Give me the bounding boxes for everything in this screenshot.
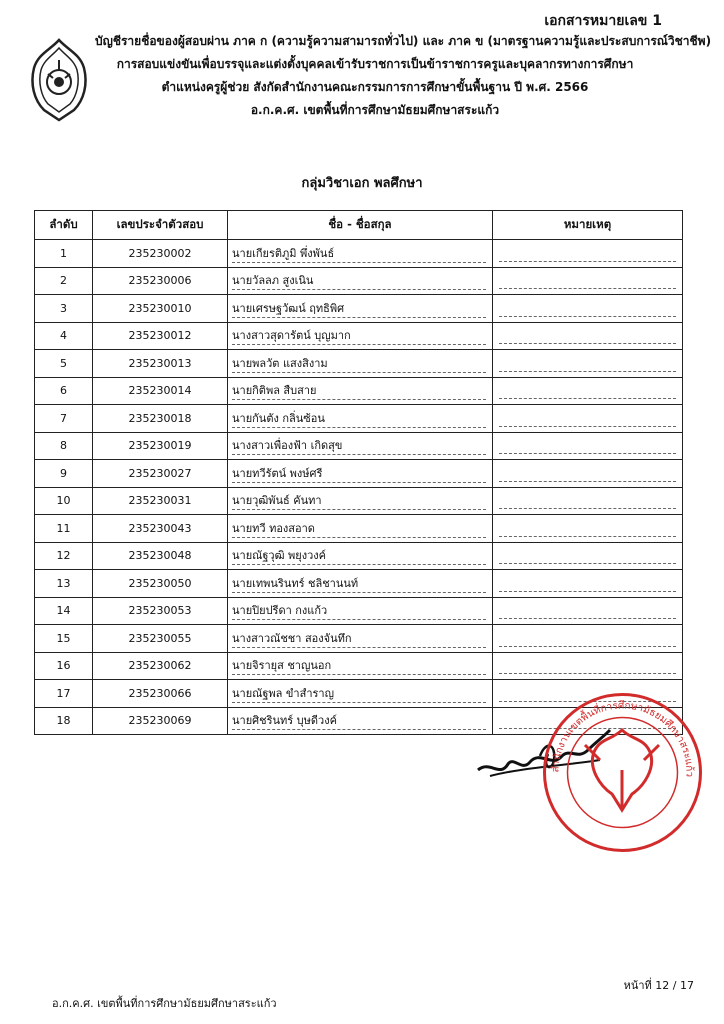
table-body bbox=[35, 240, 683, 735]
row-full-name: นายทวีรัตน์ พงษ์ศรี bbox=[228, 460, 493, 488]
row-full-name: นายวุฒิพันธ์ คันทา bbox=[228, 487, 493, 515]
table-row bbox=[35, 652, 683, 680]
row-full-name: นายศิชรินทร์ บุษดีวงค์ bbox=[228, 707, 493, 735]
row-exam-id: 235230066 bbox=[93, 680, 228, 708]
official-seal bbox=[540, 690, 705, 855]
row-remark bbox=[493, 350, 683, 378]
row-exam-id: 235230055 bbox=[93, 625, 228, 653]
row-exam-id: 235230048 bbox=[93, 542, 228, 570]
row-order: 12 bbox=[35, 542, 93, 570]
row-exam-id: 235230027 bbox=[93, 460, 228, 488]
row-full-name: นายกันตัง กลิ่นซ้อน bbox=[228, 405, 493, 433]
row-full-name: นายณัฐวุฒิ พยุงวงค์ bbox=[228, 542, 493, 570]
row-remark bbox=[493, 487, 683, 515]
table-row bbox=[35, 432, 683, 460]
candidate-table bbox=[34, 210, 683, 735]
row-exam-id: 235230050 bbox=[93, 570, 228, 598]
subject-group-title: กลุ่มวิชาเอก พลศึกษา bbox=[301, 176, 423, 191]
seal-text: สำนักงานเขตพื้นที่การศึกษามัธยมศึกษาสระแก้ว bbox=[550, 700, 695, 778]
table-row bbox=[35, 570, 683, 598]
table-row bbox=[35, 295, 683, 323]
row-exam-id: 235230043 bbox=[93, 515, 228, 543]
row-exam-id: 235230019 bbox=[93, 432, 228, 460]
row-exam-id: 235230062 bbox=[93, 652, 228, 680]
row-full-name: นางสาวณัชชา สองจันทึก bbox=[228, 625, 493, 653]
row-order: 1 bbox=[35, 240, 93, 268]
row-order: 6 bbox=[35, 377, 93, 405]
column-header-remark: หมายเหตุ bbox=[493, 211, 683, 240]
row-order: 7 bbox=[35, 405, 93, 433]
row-exam-id: 235230013 bbox=[93, 350, 228, 378]
row-full-name: นางสาวสุดารัตน์ บุญมาก bbox=[228, 322, 493, 350]
row-remark bbox=[493, 515, 683, 543]
column-header-exam-id: เลขประจำตัวสอบ bbox=[93, 211, 228, 240]
page-number: หน้าที่ 12 / 17 bbox=[623, 979, 694, 992]
table-row bbox=[35, 267, 683, 295]
row-full-name: นายกิติพล สืบสาย bbox=[228, 377, 493, 405]
column-header-name: ชื่อ - ชื่อสกุล bbox=[228, 211, 493, 240]
table-row bbox=[35, 515, 683, 543]
row-full-name: นายวัลลภ สูงเนิน bbox=[228, 267, 493, 295]
row-remark bbox=[493, 432, 683, 460]
column-header-order: ลำดับ bbox=[35, 211, 93, 240]
row-remark bbox=[493, 625, 683, 653]
table-row bbox=[35, 460, 683, 488]
row-exam-id: 235230002 bbox=[93, 240, 228, 268]
row-full-name: นายจิรายุส ชาญนอก bbox=[228, 652, 493, 680]
table-row bbox=[35, 625, 683, 653]
row-remark bbox=[493, 377, 683, 405]
row-order: 3 bbox=[35, 295, 93, 323]
row-order: 16 bbox=[35, 652, 93, 680]
row-exam-id: 235230069 bbox=[93, 707, 228, 735]
row-order: 10 bbox=[35, 487, 93, 515]
row-exam-id: 235230053 bbox=[93, 597, 228, 625]
footer-organization: อ.ก.ค.ศ. เขตพื้นที่การศึกษามัธยมศึกษาสระแก้ว bbox=[52, 997, 277, 1010]
row-full-name: นายเกียรติภูมิ พึ่งพันธ์ bbox=[228, 240, 493, 268]
document-header bbox=[95, 30, 712, 122]
row-order: 15 bbox=[35, 625, 93, 653]
row-full-name: นายเทพนรินทร์ ชลิชานนท์ bbox=[228, 570, 493, 598]
row-full-name: นายทวี ทองสอาด bbox=[228, 515, 493, 543]
row-order: 9 bbox=[35, 460, 93, 488]
row-order: 17 bbox=[35, 680, 93, 708]
row-exam-id: 235230018 bbox=[93, 405, 228, 433]
document-number: เอกสารหมายเลข 1 bbox=[544, 13, 662, 29]
row-remark bbox=[493, 240, 683, 268]
row-remark bbox=[493, 267, 683, 295]
header-line-1: บัญชีรายชื่อของผู้สอบผ่าน ภาค ก (ความรู้ความสามารถทั่วไป) และ ภาค ข (มาตรฐานความรู้และประสบการณ์วิชาชีพ) bbox=[95, 34, 712, 48]
table-row bbox=[35, 405, 683, 433]
ministry-emblem-icon bbox=[28, 38, 90, 122]
table-header-row bbox=[35, 211, 683, 240]
table-row bbox=[35, 350, 683, 378]
row-exam-id: 235230012 bbox=[93, 322, 228, 350]
header-line-4: อ.ก.ค.ศ. เขตพื้นที่การศึกษามัธยมศึกษาสระแก้ว bbox=[250, 103, 500, 117]
row-order: 14 bbox=[35, 597, 93, 625]
row-full-name: นายเศรษฐวัฒน์ ฤทธิพิศ bbox=[228, 295, 493, 323]
row-order: 8 bbox=[35, 432, 93, 460]
row-remark bbox=[493, 570, 683, 598]
row-exam-id: 235230010 bbox=[93, 295, 228, 323]
row-order: 11 bbox=[35, 515, 93, 543]
row-full-name: นางสาวเพื่องฟ้า เกิดสุข bbox=[228, 432, 493, 460]
row-full-name: นายณัฐพล ขำสำราญ bbox=[228, 680, 493, 708]
row-exam-id: 235230031 bbox=[93, 487, 228, 515]
row-order: 13 bbox=[35, 570, 93, 598]
row-order: 18 bbox=[35, 707, 93, 735]
table-row bbox=[35, 377, 683, 405]
row-order: 2 bbox=[35, 267, 93, 295]
header-line-2: การสอบแข่งขันเพื่อบรรจุและแต่งตั้งบุคคลเข้ารับราชการเป็นข้าราชการครูและบุคลากรทางการศึกษา bbox=[116, 57, 634, 71]
table-row bbox=[35, 597, 683, 625]
row-order: 5 bbox=[35, 350, 93, 378]
row-full-name: นายปิยปรีดา กงแก้ว bbox=[228, 597, 493, 625]
row-exam-id: 235230006 bbox=[93, 267, 228, 295]
row-exam-id: 235230014 bbox=[93, 377, 228, 405]
table-row bbox=[35, 542, 683, 570]
row-remark bbox=[493, 295, 683, 323]
header-line-3: ตำแหน่งครูผู้ช่วย สังกัดสำนักงานคณะกรรมการการศึกษาขั้นพื้นฐาน ปี พ.ศ. 2566 bbox=[161, 80, 589, 94]
table-row bbox=[35, 487, 683, 515]
row-remark bbox=[493, 460, 683, 488]
row-remark bbox=[493, 542, 683, 570]
row-remark bbox=[493, 405, 683, 433]
row-remark bbox=[493, 652, 683, 680]
row-remark bbox=[493, 597, 683, 625]
table-row bbox=[35, 322, 683, 350]
table-row bbox=[35, 240, 683, 268]
row-remark bbox=[493, 322, 683, 350]
row-order: 4 bbox=[35, 322, 93, 350]
row-full-name: นายพลวัต แสงสิงาม bbox=[228, 350, 493, 378]
